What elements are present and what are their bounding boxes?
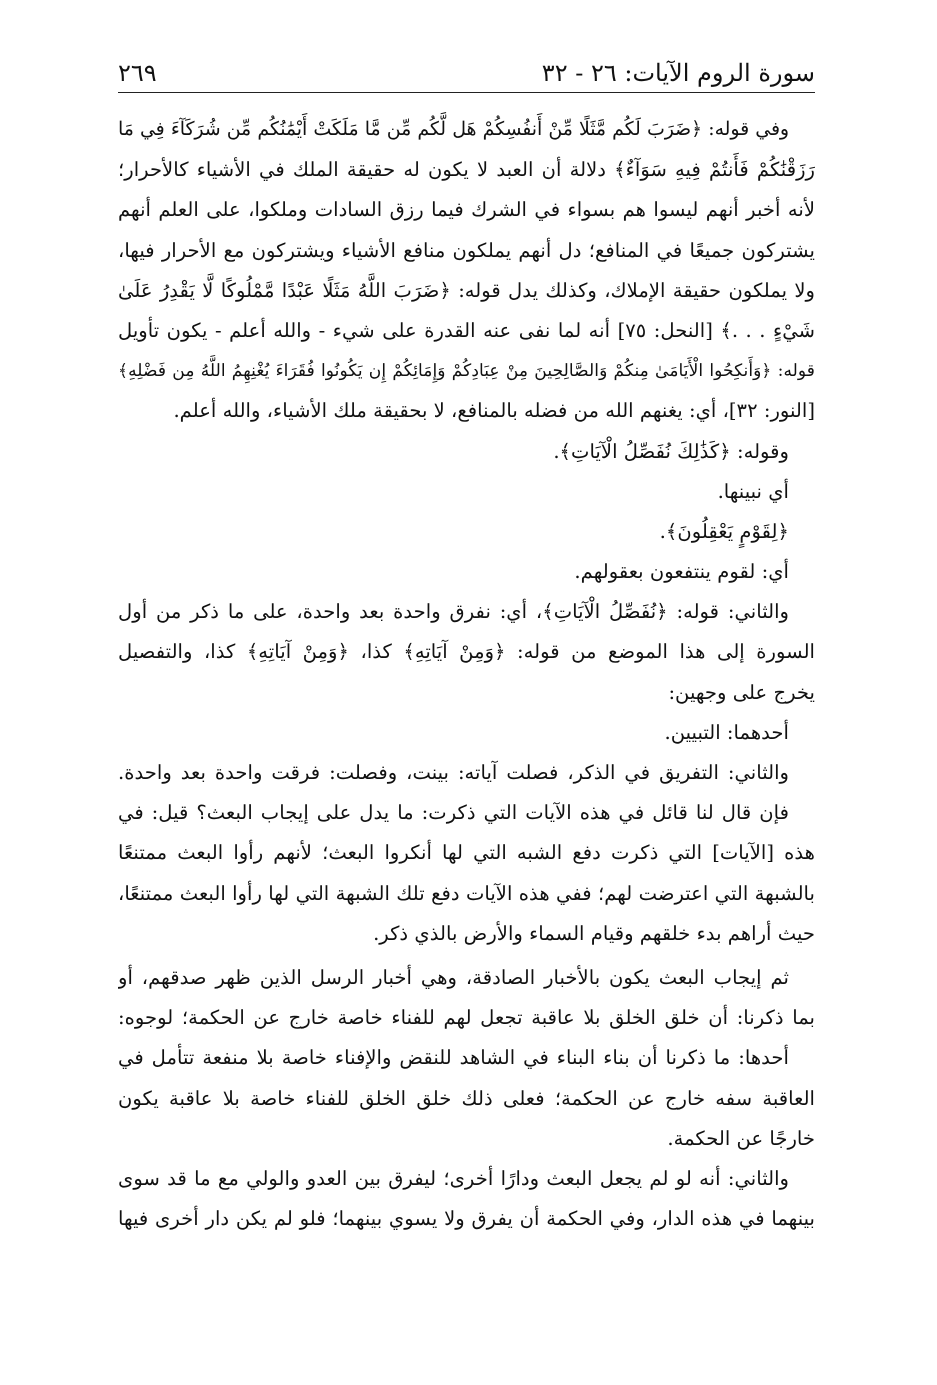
text-line: وقوله: ﴿كَذَٰلِكَ نُفَصِّلُ الْآيَاتِ﴾.	[553, 439, 789, 463]
text-line: فإن قال لنا قائل في هذه الآيات التي ذكرت: ما يدل على إيجاب البعث؟ قيل: في	[118, 801, 789, 825]
page-number: ٢٦٩	[118, 59, 157, 87]
text-line: بالشبهة التي اعترضت لهم؛ ففي هذه الآيات دفع تلك الشبهة التي لها رأوا البعث ممتنعًا،	[118, 881, 815, 905]
text-line: خارجًا عن الحكمة.	[667, 1126, 815, 1150]
text-line: أحدها: ما ذكرنا أن بناء البناء في الشاهد للنقض والإفناء خاصة بلا منفعة تتأمل في	[118, 1046, 789, 1070]
text-line: يخرج على وجهين:	[668, 680, 815, 704]
text-line: قوله: ﴿وَأَنكِحُوا الْأَيَامَىٰ مِنكُمْ وَالصَّالِحِينَ مِنْ عِبَادِكُمْ وَإِمَائِكُمْ إِن يَكُونُوا فُقَرَاءَ يُغْنِهِمُ اللَّهُ مِن فَضْلِهِ﴾	[118, 361, 815, 382]
text-line: والثاني: قوله: ﴿نُفَصِّلُ الْآيَاتِ﴾، أي: نفرق واحدة بعد واحدة، على ما ذكر من أول	[118, 600, 789, 624]
text-line: السورة إلى هذا الموضع من قوله: ﴿وَمِنْ آيَاتِهِ﴾ كذا، ﴿وَمِنْ آيَاتِهِ﴾ كذا، والتفصيل	[118, 640, 815, 664]
text-line: حيث أراهم بدء خلقهم وقيام السماء والأرض بالذي ذكر.	[373, 921, 815, 945]
text-line: رَزَقْنَٰكُمْ فَأَنتُمْ فِيهِ سَوَآءٌ﴾ دلالة أن العبد لا يكون له حقيقة الملك في الأشياء كالأحرار؛	[118, 158, 815, 182]
text-line: أي نبينها.	[717, 479, 789, 503]
text-line: هذه [الآيات] التي ذكرت دفع الشبه التي لها أنكروا البعث؛ لأنهم رأوا البعث ممتنعًا	[118, 841, 815, 865]
text-line: أحدهما: التبيين.	[664, 720, 789, 744]
text-line: والثاني: أنه لو لم يجعل البعث ودارًا أخرى؛ ليفرق بين العدو والولي مع ما قد سوى	[118, 1166, 789, 1190]
header-title: سورة الروم الآيات: ٢٦ - ٣٢	[541, 59, 815, 87]
text-line: والثاني: التفريق في الذكر، فصلت آياته: بينت، وفصلت: فرقت واحدة بعد واحدة.	[118, 761, 789, 784]
text-line: بينهما في هذه الدار، وفي الحكمة أن يفرق ولا يسوي بينهما؛ فلو لم يكن دار أخرى فيها	[118, 1207, 815, 1231]
text-line: بما ذكرنا: أن خلق الخلق بلا عاقبة تجعل لهم للفناء خاصة خارج عن الحكمة؛ لوجوه:	[118, 1006, 815, 1030]
text-line: وفي قوله: ﴿ضَرَبَ لَكُم مَّثَلًا مِّنْ أَنفُسِكُمْ هَل لَّكُم مِّن مَّا مَلَكَتْ أَيْمَٰنُكُم مِّن شُرَكَآءَ فِي مَا	[118, 119, 789, 140]
text-line: العاقبة سفه خارج عن الحكمة؛ فعلى ذلك خلق الخلق للفناء خاصة بلا عاقبة يكون	[118, 1086, 815, 1110]
text-line: شَيْءٍ . . .﴾ [النحل: ٧٥] أنه لما نفى عنه القدرة على شيء - والله أعلم - يكون تأويل	[118, 318, 815, 342]
text-line: ثم إيجاب البعث يكون بالأخبار الصادقة، وهي أخبار الرسل الذين ظهر صدقهم، أو	[118, 965, 789, 989]
text-line: [النور: ٣٢]، أي: يغنهم الله من فضله بالمنافع، لا بحقيقة ملك الأشياء، والله أعلم.	[173, 399, 815, 423]
text-line: أي: لقوم ينتفعون بعقولهم.	[574, 560, 789, 584]
body-text	[118, 110, 815, 1239]
text-line: يشتركون جميعًا في المنافع؛ دل أنهم يملكون منافع الأشياء ويشتركون مع الأحرار فيها،	[118, 238, 815, 262]
text-line: لأنه أخبر أنهم ليسوا هم بسواء في الشرك فيما رزق السادات وملكوا، على العلم أنهم	[118, 198, 815, 222]
text-line: ولا يملكون حقيقة الإملاك، وكذلك يدل قوله: ﴿ضَرَبَ اللَّهُ مَثَلًا عَبْدًا مَّمْلُوكًا لَّا يَقْدِرُ عَلَىٰ	[118, 278, 815, 302]
text-line: ﴿لِقَوْمٍ يَعْقِلُونَ﴾.	[659, 519, 789, 543]
running-header	[118, 52, 815, 93]
